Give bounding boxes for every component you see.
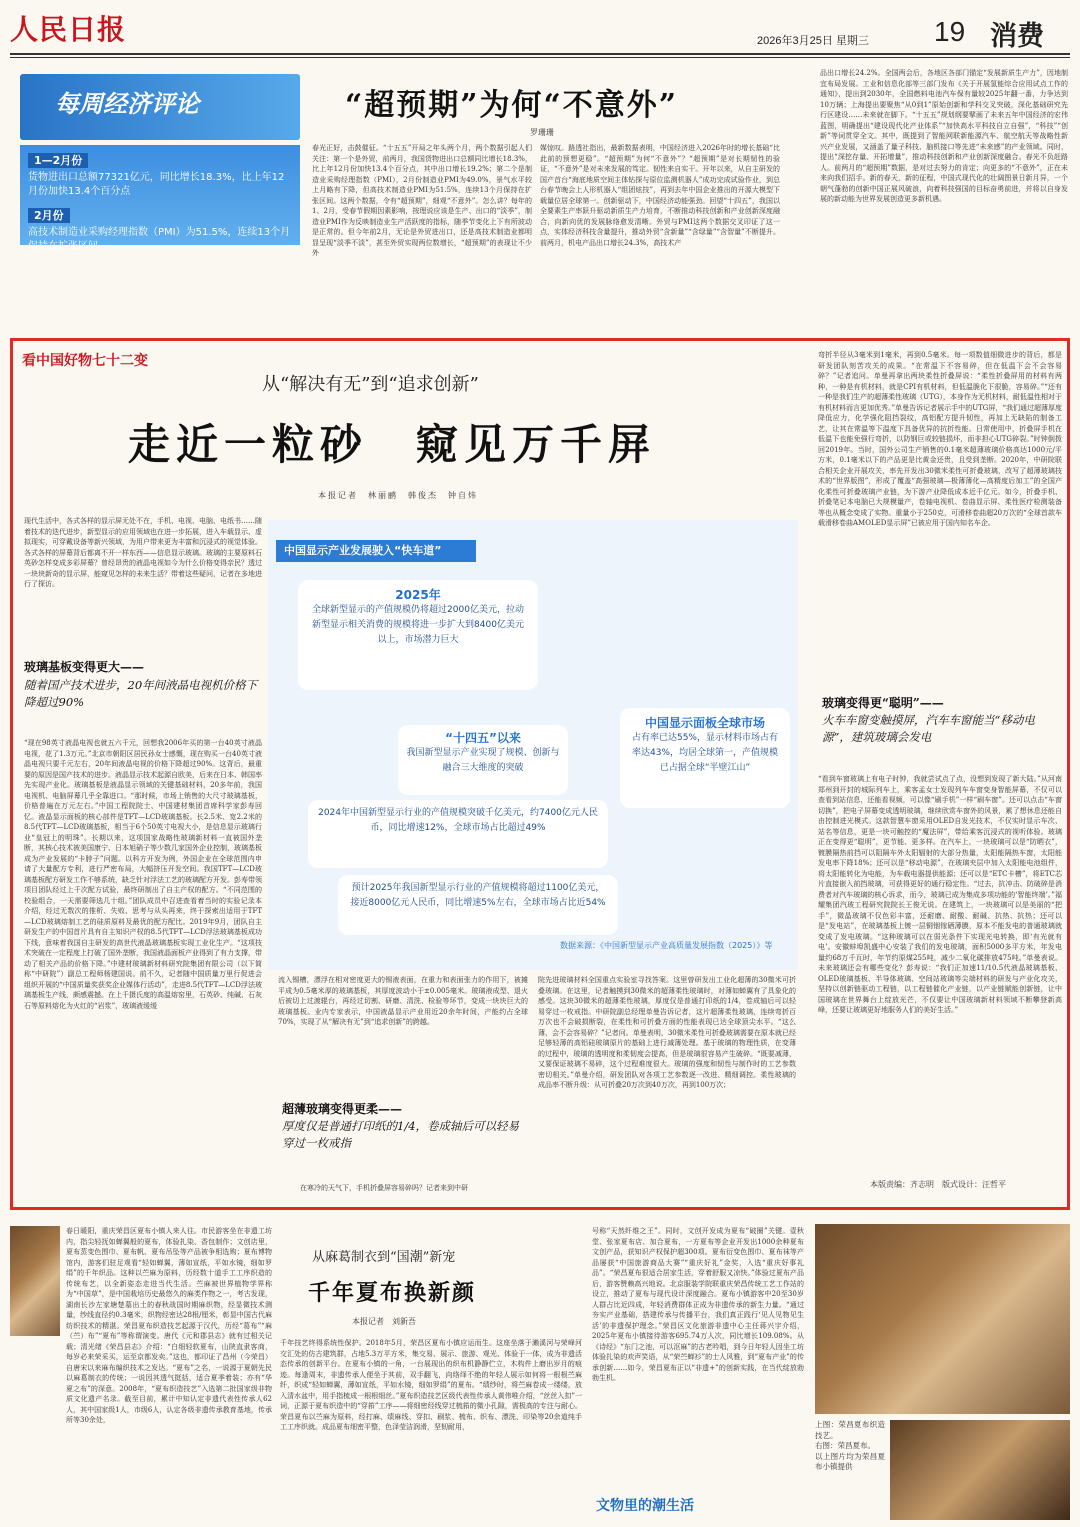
subdeck-3: 火车车窗变触摸屏，汽车车窗能当“移动电源”，建筑玻璃会发电	[822, 713, 1035, 744]
page-number: 19	[934, 16, 966, 47]
card-year: 2025年	[395, 588, 441, 602]
commentary-column-1: 春光正好，击鼓催征。“十五五”开局之年头两个月，两个数据引起人们关注：第一个是外贸，前两月，我国货物进出口总额同比增长18.3%，比上年12月份加快13.4个百分点，其中出口增长19.2%；第二个是制造业采购经理指数（PMI），2月份制造业PMI为49.0%，景气水平较上月略有下降，但高技术制造业PMI为51.5%，连续13个月保持在扩张区间。这两个数据，令有“超预期”，细观“不意外”。怎么讲？每年的1、2月，受春节假期因素影响，按理说应该是生产、出口的“淡季”，制造业PMI作为反映制造业生产活跃度的指标，随季节变化上下有所波动是正常的。但今年前2月，无论是外贸进出口，还是高技术制造业都明显呈现“淡季不淡”，甚至外贸实现两位数增长，“超预期”的表现让不少外	[312, 144, 532, 257]
summer-cloth-kicker: 从麻葛制衣到“国潮”新宠	[312, 1250, 456, 1265]
stat-tag-2: 2月份	[28, 208, 70, 223]
commentary-column-3: 品出口增长24.2%。全国两会后，各地区各部门锚定“发展新质生产力”，因地制宜布局发展。工业和信息化部等三部门发布《关于开展氢能综合应用试点工作的通知》，提出到2030年，全国燃料电池汽车保有量较2025年翻一番，力争达到10万辆；上海提出要聚焦“从0到1”原始创新和学科交叉突破，深化基础研究先行区建设……未来就在脚下。“十五五”规划纲要擘画了未来五年中国经济的宏伟蓝图，明确提出“建设现代化产业体系”“加快高水平科技自立自强”，“科技”“创新”等词贯穿全文。其中，既提到了智能网联新能源汽车、航空航天等战略性新兴产业发展，又涵盖了量子科技、脑机接口等先进“未来感”的产业领域。同时，提出“深挖存量、开拓增量”，推动科技创新和产业创新深度融合。春光不负赶路人。前两月的“超预期”数据，是对过去努力的肯定；向更多的“不意外”，正在未来向我们招手。新的春天，新的征程，中国式现代化的壮阔图景日新月异，一个朝气蓬勃的创新中国正展风破浪，向着科技强国的目标奋勇前进，并将以自身发展的新动能为世界发展创造更多新机遇。	[820, 69, 1068, 203]
stats-panel	[20, 145, 300, 252]
subhead-2: 超薄玻璃变得更柔——	[282, 1102, 403, 1116]
caption-right: 右图：荣昌夏布。	[815, 1441, 875, 1450]
section-tag: 看中国好物七十二变	[22, 353, 148, 369]
card-title: “十四五”以来	[445, 731, 521, 745]
masthead-rule	[10, 53, 1070, 55]
summer-cloth-photo-left	[10, 1226, 60, 1336]
subdeck-1: 随着国产技术进步，20年间液晶电视机价格下降超过90%	[24, 678, 258, 709]
subhead-1: 玻璃基板变得更大——	[24, 660, 145, 674]
feature-kicker: 从“解决有无”到“追求创新”	[262, 374, 479, 395]
caption-credit: 以上图片均为荣昌夏布小镇提供	[815, 1451, 885, 1471]
caption-top: 上图：荣昌夏布织造技艺。	[815, 1420, 885, 1440]
card-text: 2024年中国新型显示行业的产值规模突破千亿美元，约7400亿元人民币，同比增速12%，全球市场占比超过49%	[318, 808, 598, 833]
summer-cloth-byline: 本报记者 刘新吾	[352, 1317, 416, 1326]
feature-body-far: 弯折半径从3毫米到1毫米，再到0.5毫米。每一项数值细微进步的背后，都是研发团队刻苦攻关的成果。“在常温下不容易碎，但在低温下会不会容易碎？”记者追问。单曼再拿出两块柔性折叠屏说：“柔性折叠屏用的材料有两种，一种是有机材料，就是CPI有机材料，但低温脆化下很脆，容易碎。”“还有一种是我们生产的超薄柔性玻璃（UTG），本身作为无机材料，耐低温性相对于有机材料而言更加优秀。”单曼告诉记者展示手中的UTG屏，“我们通过超薄厚度降低应力，化学强化阻挡裂纹，高铝配方提升韧性，再加上无缺陷的制备工艺，让其在常温等下温度下具备优异的抗折性能。日常使用中，折叠屏手机在低温下也能免强行弯折，以防钢巨或较链损坏，而非担心UTG碎裂。”时钟倒拨回2019年。当时，国外公司生产销售的0.1毫米超薄玻璃价格高达1000元/平方米，0.1毫米以下的产品更是比黄金还贵，且受到垄断。2020年，中研院联合相关企业开展攻关，率先开发出30微米柔性可折叠玻璃，改写了超薄玻璃技术的“世界版图”，形成了覆盖“高强玻璃—极薄薄化—高精度后加工”的全国产化柔性可折叠玻璃产业链，为下游产业降低成本近千亿元。如今，折叠手机、折叠笔记本电脑已大规模量产，卷轴电视机、卷曲显示屏、柔性医疗检测装备等也从概念变成了实物。重量小于250克，可滑移卷曲超20万次的“全球首款车载滑移卷曲AMOLED显示屏”已被应用于国内知名车企。	[818, 351, 1062, 527]
stat-tag-1: 1—2月份	[28, 153, 88, 168]
page-section-name: 消费	[990, 21, 1044, 52]
summer-cloth-photo	[890, 1420, 1070, 1520]
weekly-commentary-title: 每周经济评论	[55, 90, 199, 118]
infographic-card-14th	[398, 725, 568, 795]
card-text: 全球新型显示的产值规模仍将超过2000亿美元，拉动新型显示相关消费的规模将进一步扩大到8400亿美元以上，市场潜力巨大	[312, 605, 524, 645]
commentary-headline: “超预期”为何“不意外”	[345, 88, 679, 123]
card-text: 预计2025年我国新型显示行业的产值规模将超过1100亿美元，接近8000亿元人民币，同比增速5%左右，全球市场占比近54%	[350, 883, 606, 908]
commentary-column-2: 媒惊叹。路透社指出，最新数据表明，中国经济进入2026年时的增长基础“比此前的预想更稳”。“超预期”为何“不意外”？“超预期”是对长期韧性的验证，“不意外”是对未来发展的笃定。韧性来自实干。开年以来，从自主研发的国产首台“海底地质空间主体钻探与原位监测机器人”成功完成试验作业，到总台春节晚会上人形机器人“组团炫技”，再到去年中国企业推出的开源大模型下载量位居全球第一。创新驱动下，中国经济动能强劲。回望“十四五”，我国以全要素生产率跃升驱动新质生产力培育，不断推动科技创新和产业创新深度融合，向新向优的发展脉络愈发清晰。外贸与PMI这两个数据交叉印证了这一点，实体经济科技含量提升，推动外贸“含新量”“含绿量”“含智量”不断提升。前两月，机电产品出口增长24.3%，高技术产	[540, 144, 780, 247]
feature-body-3: “看到车窗玻璃上有电子时钟，我就尝试点了点，没想到发现了新大陆。”从河南郑州到开封的城际列车上，乘客孟女士发现列车车窗变身智能屏幕，不仅可以查看到站信息，还能看视频，可以像“刷手机”一样“刷车窗”。还可以点击“车窗切换”，把电子屏幕变成透明玻璃，继续欣赏车窗外的风景，累了想休息还能自由控制进光模式。这款智慧车窗采用OLED自发光技术，不仅实时显示车次、站名等信息，更是一块可触控的“魔法屏”，带给乘客沉浸式的视听体验。玻璃正在变得更“聪明”，更节能、更多样。在汽车上，一块玻璃可以是“防晒衣”，镀膜隔热前挡可以阻隔车外太阳辐射的大部分热量，太阳能隔热车窗，太阳能发电率下降18%；还可以是“移动电源”，在玻璃夹层中加入太阳能电池组件，将太阳能转化为电能，为车载电器提供能源；还可以是“ETC卡槽”，将ETC芯片直接嵌入前挡玻璃，可获得更好的通行稳定性。“过去，抗冲击、防破碎是消费者对汽车玻璃的核心诉求，而今，玻璃已成为集成多项功能的‘智能终端’。”福耀集团汽玻工程研究院院长王俊无说。在建筑上，一块玻璃可以是美丽的“把手”，微晶玻璃不仅色彩丰富，还耐磨、耐酸、耐碱、抗热、抗热；还可以是“发电站”，在玻璃基板上镀一层铜铟镓硒薄膜，原本不能发电的普通玻璃就变成了发电玻璃。“这种玻璃可以在弱光条件下实现光电转换，即‘有光就有电’。安徽蚌埠凯盛中心安装了我们的发电玻璃，面积5000多平方米，年发电量约68万千瓦时，年节约原煤255吨，减少二氧化碳排放475吨。”单曼表说。未来玻璃还会有哪些变化？彭寿说：“我们正加速11/10.5代液晶玻璃基板、OLED玻璃基板、半导体玻璃、空间站玻璃等尖端材料的研发与产业化攻关，坚持以创新链驱动工程链，以工程链催化产业链，以产业链赋能创新链，让中国玻璃在世界舞台上绽放光芒，不仅要让中国玻璃新材料领域不断攀登新高峰，还要让玻璃更好地服务人们的美好生活。”	[818, 775, 1062, 1014]
feature-title: 走近一粒砂 窥见万千屏	[128, 420, 657, 469]
infographic-source: 数据来源：《中国新型显示产业高质量发展指数（2025）》等	[560, 941, 773, 950]
infographic-card-market	[620, 708, 790, 808]
culture-section-tag: 文物里的潮生活	[596, 1498, 694, 1514]
weaving-photo	[815, 1224, 1070, 1414]
summer-cloth-column-2: 千年技艺终得系统性保护。2018年5月，荣昌区夏布小镇应运而生。这座坐落于濑溪河与荣峰河交汇处的仿古建筑群，占地5.3万平方米，集交易、展示、旅游、观光、体验于一体，成为非遗活态传承的创新平台。在夏布小镇的一角，一台展现出的织布机静静伫立，木构件上磨出岁月的痕迹。每逢周末，非遗传承人便坐于其前，双手翻飞，向络绎不绝的年轻人展示如何将一根根苎麻纤，织成“轻如蝉翼，薄如宣纸，平如水镜，细如罗绢”的夏布。“绩纱时，将苎麻卷成一缕缕，放入清水盆中，用手指梳成一根根细丝。”夏布织造技艺区级代表性传承人黄伟唯介绍，“丝丝入扣”一词，正源于夏布织造中的“穿筘”工序——将细密经线穿过梳筘的微小孔隙，需极高的专注与耐心。荣昌夏布以苎麻为原料，经打麻、绩麻线、穿扣、刷浆、梳布、织布、漂洗、印染等20余道纯手工工序织就。成品夏布细密平整，色泽莹洁润滑，坚韧耐用，	[280, 1339, 582, 1431]
feature-byline: 本报记者 林丽鹂 韩俊杰 钟自炜	[318, 491, 478, 500]
masthead-rule-thin	[10, 57, 1070, 58]
subhead-3: 玻璃变得更“聪明”——	[822, 696, 944, 710]
issue-date: 2026年3月25日 星期三	[757, 35, 869, 47]
subdeck-2: 厚度仅是普通打印纸的1/4，卷成轴后可以轻易穿过一枚戒指	[282, 1119, 520, 1150]
infographic-card-2025	[298, 580, 538, 690]
infographic-card-2024	[308, 800, 608, 868]
stat-text-1: 货物进出口总额77321亿元，同比增长18.3%，比上年12月份加快13.4个百分点	[28, 172, 285, 197]
infographic-card-forecast	[338, 875, 618, 935]
summer-cloth-column-3: 号称“天然纤维之王”。同时，文创开发成为夏布“破圈”关键。壹秋堂、张家夏布店、加合夏布，一方夏布等企业开发出1000余种夏布文创产品，获知识产权保护超300项。夏布衍变色围巾、夏布袜等产品屡获“中国旅游商品大赛”“重庆好礼”金奖，入选“重庆好事礼品”。“荣昌夏布很适合居家生活，穿着舒服又凉快。”体验过夏布产品后，游客赞赖高兴地说。北京服装学院联重庆荣昌传统工艺工作站的设立，推动了夏布与现代设计深度融合。夏布小镇游客中20至30岁人群占比近四成，年轻消费群体正成为非遗传承的新生力量。“通过夯实产业基础，搭建传承与传播平台，我们真正践行‘见人见物见生活’的非遗保护理念。”荣昌区文化旅游非遗中心主任蒋兴宇介绍，2025年夏布小镇接待游客695.74万人次，同比增长109.08%。从《诗经》“东门之池，可以沤麻”的古老吟唱，到今日年轻人因坐工坊体验扎染的欢声笑语，从“荣苎蝉衫”的士人风雅，到“夏布产业”的传承创新……如今，荣昌夏布正以“非遗+”的创新实践，在当代绽放勃勃生机。	[592, 1227, 804, 1382]
infographic-title: 中国显示产业发展驶入“快车道”	[276, 540, 476, 562]
card-text: 我国新型显示产业实现了规模、创新与融合三大维度的突破	[406, 748, 560, 773]
feature-intro: 现代生活中，各式各样的显示屏无处不在，手机、电视、电脑、电纸书……随着技术的迭代进步，新型显示的应用领域也在进一步拓展，进入车载显示、虚拟现实，可穿戴设备等新兴领域，为用户带来更为丰富和沉浸式的视觉体验。各式各样的屏幕背后都离不开一样东西——信息显示玻璃。玻璃的主要原料石英砂怎样变成多彩屏幕？曾经昂贵的液晶电视如今为什么价格变得亲民？透过一块块新奇的显示屏，能窥见怎样的未来生活？带着这些疑问，记者在多地进行了探访。	[24, 517, 262, 588]
summer-cloth-title: 千年夏布换新颜	[308, 1280, 477, 1306]
photo-captions	[815, 1420, 885, 1520]
feature-body-1: “现在98英寸液晶电视也就五六千元，回想我2006年买的第一台40英寸液晶电视，花了1.3万元。”北京市朝阳区居民孙女士感慨，现在购买一台40英寸液晶电视只要千元左右，20年间液晶电视的价格下降超过90%。这背后，最重要的原因是国产技术的进步。液晶显示技术起源自欧美，后来在日本、韩国率先实现产业化。玻璃基板是液晶显示领域的关键基础材料，20多年前，我国电视机、电脑屏幕几乎全靠进口。“那时候，市场上销售的大尺寸玻璃基板，价格普遍在万元左右。”中国工程院院士、中国建材集团首席科学家彭寿回忆。液晶显示面板的核心部件是TFT—LCD玻璃基板。长2.5米、宽2.2米的8.5代TFT—LCD玻璃基板，相当于6个50英寸电视大小，是信息显示玻璃行业“皇冠上的明珠”。长期以来，这项国家战略性玻璃新材料一直被国外垄断，其核心技术被美国康宁、日本旭硝子等少数几家国外企业控制，玻璃基板成为产业发展的“卡脖子”问题。以科方开发为例，外国企业在全球范围内申请了大量配方专利，进行严密布局，大幅挤压开发空间。我国TFT—LCD玻璃基板配方研发工作不够系统，缺乏针对浮法工艺的玻璃配方开发。彭寿带领项目团队经过上千次配方试验，最终研制出了自主产权的配方。“不同范围的校验组合，一天需要筛选几十组。”团队成员中召进查看着当时的实验记录本介绍，经过无数次的推析、失败、思考与从头再来，终于探索出适用于TFT—LCD玻璃熔制工艺的硅质原料及最优的配方配比。2019年9月，团队自主研发生产的中国首片具有自主知识产权的8.5代TFT—LCD浮法玻璃基板成功下线，意味着我国自主研发的高世代液晶玻璃基板实现工业化生产。“这项技术突破在一定程度上打破了国外垄断，我国液晶面板产业得到了有力支撑，带动了相关产品的价格下降。”中建材玻璃新材料研究院集团有限公司（以下简称“中研院”）副总工程师杨建国说。前不久，记者随中国质量万里行促进会组织开展的“中国质量奖获奖企业媒体行活动”，走进8.5代TFT—LCD浮法玻璃基板生产线，颇感震撼。在上千摄氏度的高温熔窑里，石英砂、纯碱、石灰石等原料熔化为火红的“岩浆”，玻璃液缓缓	[24, 739, 262, 1010]
newspaper-logo: 人民日报	[10, 13, 127, 46]
card-text: 占有率已达55%，显示材料市场占有率达43%，均居全球第一，产值规模已占据全球“半壁江山”	[631, 733, 778, 773]
card-title: 中国显示面板全球市场	[644, 716, 765, 730]
feature-body-right: 院先进玻璃材料全国重点实验室寻找答案。这里曾研发出工业化超薄的30微米可折叠玻璃。在这里，记者触摸到30微米的超薄柔性玻璃时，对薄如蝉翼有了具象化的感受。这块30微米的超薄柔性玻璃，厚度仅是普通打印纸的1/4，卷成轴后可以轻易穿过一枚戒指。中研院副总经理单曼告诉记者，这片超薄柔性玻璃，连续弯折百万次也不会破损断裂，在柔性和可折叠方面的性能表现已达全球顶尖水平。“这么薄，会不会容易碎？”记者问。单曼表明，30微米柔性可折叠玻璃需要在原本就已经足够轻薄的高铝硅玻璃原片的基础上进行减薄处理。基于玻璃的物理性质，在变薄的过程中，玻璃的透明度和柔韧度会提高，但是玻璃很容易产生破碎。“既要减薄，又要保证玻璃不易碎，这个过程难度很大。玻璃的强度和韧性与制作时的工艺参数密切相关。”单曼介绍，研发团队对各项工艺参数逐一改进、精细调控。柔性玻璃的成品率不断升级：从可折叠20万次到40万次，再到100万次；	[538, 976, 796, 1089]
feature-body-mid: 流入锡槽，漂浮在相对密度更大的锡液表面，在重力和表面张力的作用下，被摊平成为0.5毫米厚的玻璃基板，其厚度波动小于±0.005毫米。玻璃液成型、退火后被切上过渡辊台，再经过切割、研磨、清洗、检验等环节，变成一块块巨大的玻璃基板。业内专家表示，中国液晶显示产业用近20余年时间，产能约占全球70%，实现了从“解决有无”到“追求创新”的跨越。	[278, 976, 528, 1026]
editor-credits: 本版责编：齐志明 版式设计：汪哲平	[870, 1180, 1006, 1189]
commentary-byline: 罗珊珊	[530, 128, 554, 137]
summer-cloth-column-1: 春日暖阳，重庆荣昌区夏布小镇人来人往。市民游客坐在非遗工坊内，指尖轻抚如蝉翼般的夏布，体验扎染、香包制作；文创店里，夏布蒸变色围巾、夏布帆、夏布吊坠等产品被争相选购；夏布博物馆内，游客们驻足观看“轻如蝉翼，薄如宣纸，平如水镜，细如罗绢”的千年织品。这种以苎麻为原料，历经数十道手工工序织造的传统布艺，以全新姿态走进当代生活。苎麻被世界植物学界称为“中国草”，是中国栽培历史最悠久的麻类作物之一，考古发现，湖南长沙左家塘楚墓出土的春秋战国时期麻织物，经显微技术测量，纱线直径约0.3毫米，织物经密达28根/厘米，彰显中国古代麻纺织技术的精湛。荣昌夏布织造技艺起源于汉代，历经“葛布”“麻（苎）布”“夏布”等称谓演变。唐代《元和郡县志》就有过相关记载；清光绪《荣昌县志》介绍：“白细轻软夏布，山陕直隶客商，每岁必来荣采买，运至京都发卖。”这也，都印证了昌州（今荣昌）自唐宋以来麻布编织技术之发达。“夏布”之名，一说源于夏朝先民以麻葛制衣的传统；一说因其透气挺括，适合夏季着装；亦有“华夏之布”的深意。2008年，“夏布织造技艺”入选第二批国家级非物质文化遗产名录。截至目前，累计中知认定非遗代表性传承人62人，其中国家级1人，市级6人，认定各级非遗传承教育基地，传承所等30余处，	[66, 1227, 272, 1424]
stat-text-2: 高技术制造业采购经理指数（PMI）为51.5%，连续13个月保持在扩张区间	[28, 227, 291, 252]
feature-body-mid-tail: 在寒冷的天气下，手机折叠屏容易碎吗？记者来到中研	[300, 1184, 468, 1192]
